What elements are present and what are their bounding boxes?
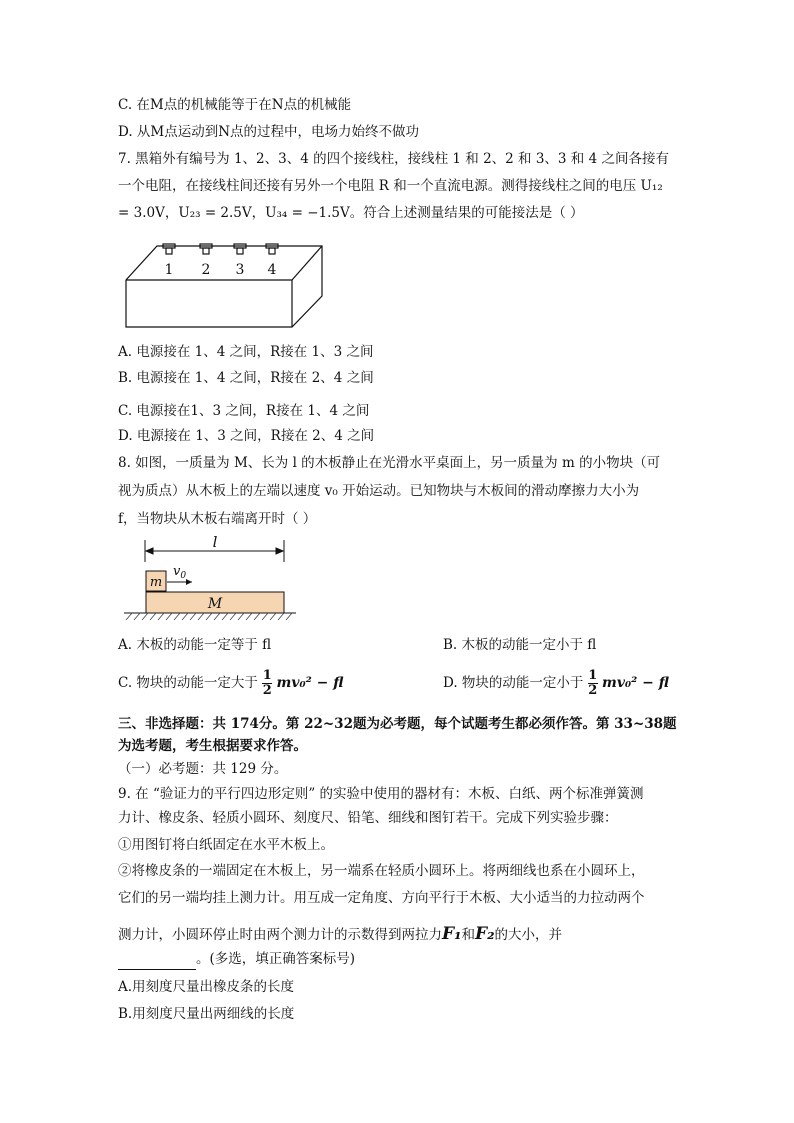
q9-step2-line2: 它们的另一端均挂上测力计。用互成一定角度、方向平行于木板、大小适当的力拉动两个 bbox=[118, 890, 645, 906]
q7-option-b: B. 电源接在 1、4 之间，R接在 2、4 之间 bbox=[118, 370, 374, 386]
q6-option-c: C. 在M点的机械能等于在N点的机械能 bbox=[118, 97, 352, 113]
fraction: $\frac{1}{2}$ bbox=[588, 668, 598, 698]
q9-step2-line3: 测力计，小圆环停止时由两个测力计的示数得到两拉力F₁和F₂的大小，并 bbox=[118, 924, 563, 944]
q6-option-d: D. 从M点运动到N点的过程中，电场力始终不做功 bbox=[118, 124, 420, 140]
q9-stem-line1: 9. 在 “验证力的平行四边形定则” 的实验中使用的器材有：木板、白纸、两个标准弹簧测 bbox=[118, 786, 644, 802]
q7-stem-line3: = 3.0V，U₂₃ = 2.5V，U₃₄ = −1.5V。符合上述测量结果的可能接法是（ ） bbox=[118, 205, 584, 221]
q9-option-a: A.用刻度尺量出橡皮条的长度 bbox=[118, 979, 295, 995]
q9-step1: ①用图钉将白纸固定在水平木板上。 bbox=[118, 837, 334, 853]
q9-step2-line1: ②将橡皮条的一端固定在木板上，另一端系在轻质小圆环上。将两细线也系在小圆环上， bbox=[118, 863, 645, 879]
q8-option-d: D. 物块的动能一定小于 $\frac{1}{2}$ mv₀² − fl bbox=[443, 668, 669, 698]
q7-option-d: D. 电源接在 1、3 之间，R接在 2、4 之间 bbox=[118, 428, 375, 444]
velocity-label: $v_0$ bbox=[173, 564, 187, 581]
q8-stem-line1: 8. 如图，一质量为 M、长为 l 的木板静止在光滑水平桌面上，另一质量为 m 的小物块（可 bbox=[118, 455, 661, 471]
section3-sub: （一）必考题：共 129 分。 bbox=[118, 761, 288, 777]
fraction: $\frac{1}{2}$ bbox=[262, 668, 272, 698]
q7-stem-line2: 一个电阻，在接线柱间还接有另外一个电阻 R 和一个直流电源。测得接线柱之间的电压 U₁₂ bbox=[118, 178, 663, 194]
length-label: l bbox=[212, 533, 218, 551]
q7-option-c: C. 电源接在1、3 之间，R接在 1、4 之间 bbox=[118, 403, 370, 419]
black-box-figure bbox=[124, 236, 324, 336]
section3-heading-line2: 为选考题，考生根据要求作答。 bbox=[118, 738, 307, 754]
terminal-label: 3 bbox=[235, 262, 245, 278]
answer-blank[interactable] bbox=[118, 955, 196, 970]
board-label: M bbox=[207, 596, 223, 612]
q9-answer-line: 。(多选，填正确答案标号) bbox=[118, 948, 355, 970]
q8-option-b: B. 木板的动能一定小于 fl bbox=[443, 637, 597, 653]
small-block-label: m bbox=[149, 575, 163, 590]
q9-option-b: B.用刻度尺量出两细线的长度 bbox=[118, 1006, 295, 1022]
section3-heading-line1: 三、非选择题：共 174分。第 22~32题为必考题，每个试题考生都必须作答。第 33~38题 bbox=[118, 716, 677, 732]
q9-stem-line2: 力计、橡皮条、轻质小圆环、刻度尺、铅笔、细线和图钉若干。完成下列实验步骤： bbox=[118, 810, 618, 826]
board-block-figure bbox=[120, 532, 300, 624]
terminal-label: 2 bbox=[201, 262, 211, 278]
q8-stem-line2: 视为质点）从木板上的左端以速度 v₀ 开始运动。已知物块与木板间的滑动摩擦力大小为 bbox=[118, 483, 640, 499]
q8-stem-line3: f，当物块从木板右端离开时（ ） bbox=[118, 511, 317, 527]
terminal-label: 1 bbox=[164, 262, 174, 278]
terminal-label: 4 bbox=[267, 262, 277, 278]
q7-option-a: A. 电源接在 1、4 之间，R接在 1、3 之间 bbox=[118, 344, 374, 360]
q7-stem-line1: 7. 黑箱外有编号为 1、2、3、4 的四个接线柱，接线柱 1 和 2、2 和 3、3 和 4 之间各接有 bbox=[118, 151, 669, 167]
q8-option-c: C. 物块的动能一定大于 $\frac{1}{2}$ mv₀² − fl bbox=[118, 668, 344, 698]
q8-option-a: A. 木板的动能一定等于 fl bbox=[118, 637, 272, 653]
